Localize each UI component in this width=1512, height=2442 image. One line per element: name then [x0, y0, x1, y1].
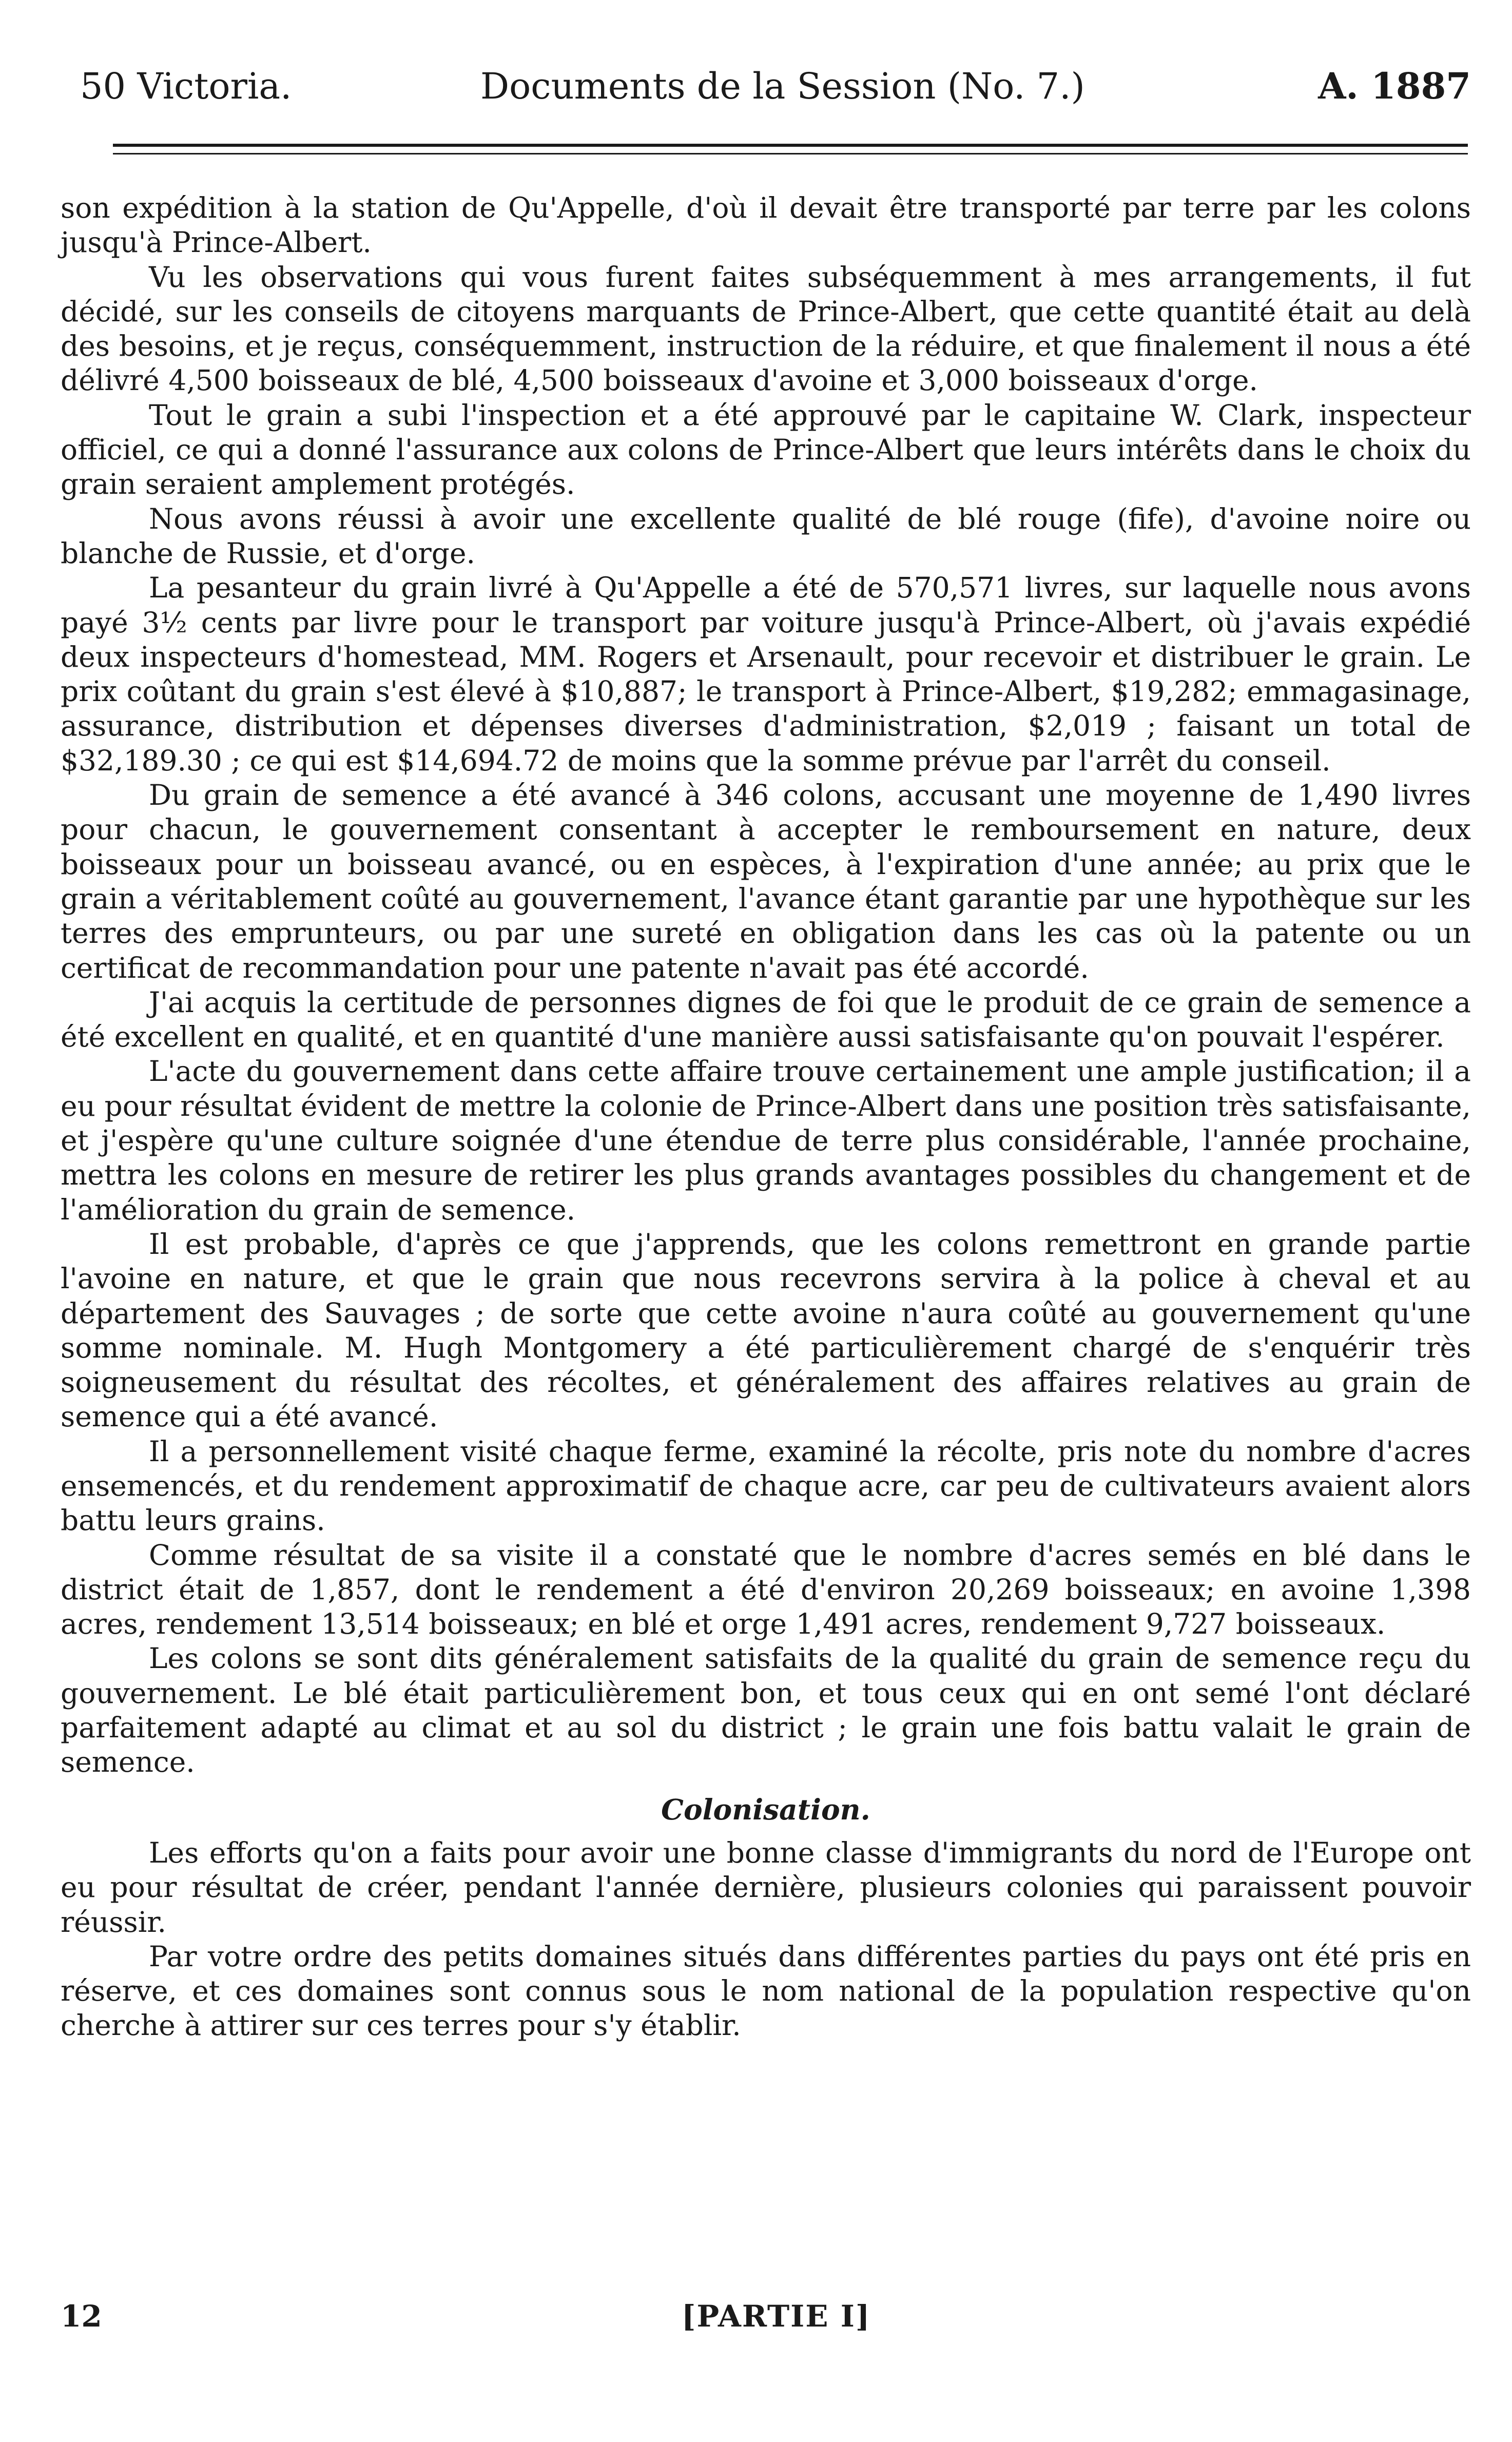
part-label: [PARTIE I] [682, 2299, 871, 2334]
paragraph: Vu les observations qui vous furent faites subséquemment à mes arrangements, il fut décidé, sur les conseils de citoyens marquants de Prince-Albert, que cette quantité était au delà des besoins, et je reçus, conséquemment, instruction de la réduire, et que finalement il nous a été délivré 4,500 boisseaux de blé, 4,500 boisseaux d'avoine et 3,000 boisseaux d'orge. [61, 260, 1471, 397]
paragraph: Du grain de semence a été avancé à 346 colons, accusant une moyenne de 1,490 livres pour chacun, le gouvernement consentant à accepter le remboursement en nature, deux boisseaux pour un boisseau avancé, ou en espèces, à l'expiration d'une année; au prix que le grain a véritablement coûté au gouvernement, l'avance étant garantie par une hypothèque sur les terres des emprunteurs, ou par une sureté en obligation dans les cas où la patente ou un certificat de recommandation pour une patente n'avait pas été accordé. [61, 779, 1471, 984]
paragraph: son expédition à la station de Qu'Appelle, d'où il devait être transporté par terre par les colons jusqu'à Prince-Albert. [61, 191, 1471, 259]
paragraph: Il a personnellement visité chaque ferme, examiné la récolte, pris note du nombre d'acres ensemencés, et du rendement approximatif de chaque acre, car peu de cultivateurs avaient alors battu leurs grains. [61, 1435, 1471, 1537]
paragraph: Tout le grain a subi l'inspection et a été approuvé par le capitaine W. Clark, inspecteur officiel, ce qui a donné l'assurance aux colons de Prince-Albert que leurs intérêts dans le choix du grain seraient amplement protégés. [61, 398, 1471, 501]
header-year: A. 1887 [1318, 65, 1471, 107]
page-number: 12 [61, 2299, 102, 2334]
paragraph: Comme résultat de sa visite il a constaté que le nombre d'acres semés en blé dans le district était de 1,857, dont le rendement a été d'environ 20,269 boisseaux; en avoine 1,398 acres, rendement 13,514 boisseaux; en blé et orge 1,491 acres, rendement 9,727 boisseaux. [61, 1538, 1471, 1641]
paragraph: Par votre ordre des petits domaines situés dans différentes parties du pays ont été pris en réserve, et ces domaines sont connus sous le nom national de la population respective qu'on cherche à attirer sur ces terres pour s'y établir. [61, 1940, 1471, 2042]
header-rule-thick [113, 144, 1468, 147]
paragraph: L'acte du gouvernement dans cette affaire trouve certainement une ample justification; il a eu pour résultat évident de mettre la colonie de Prince-Albert dans une position très satisfaisante, et j'espère qu'une culture soignée d'une étendue de terre plus considérable, l'année prochaine, mettra les colons en mesure de retirer les plus grands avantages possibles du changement et de l'amélioration du grain de semence. [61, 1055, 1471, 1226]
header-title: Documents de la Session (No. 7.) [480, 65, 1085, 107]
section-heading: Colonisation. [661, 1792, 870, 1826]
paragraph: Nous avons réussi à avoir une excellente qualité de blé rouge (fife), d'avoine noire ou blanche de Russie, et d'orge. [61, 502, 1471, 570]
page-footer [61, 2293, 1471, 2339]
header-volume: 50 Victoria. [80, 65, 292, 107]
page-body [61, 191, 1471, 2043]
paragraph: Les colons se sont dits généralement satisfaits de la qualité du grain de semence reçu du gouvernement. Le blé était particulièrement bon, et tous ceux qui en ont semé l'ont déclaré parfaitement adapté au climat et au sol du district ; le grain une fois battu valait le grain de semence. [61, 1642, 1471, 1779]
header-rule-thin [113, 153, 1468, 154]
paragraph: Les efforts qu'on a faits pour avoir une bonne classe d'immigrants du nord de l'Europe ont eu pour résultat de créer, pendant l'année dernière, plusieurs colonies qui paraissent pouvoir réussir. [61, 1836, 1471, 1939]
paragraph: J'ai acquis la certitude de personnes dignes de foi que le produit de ce grain de semence a été excellent en qualité, et en quantité d'une manière aussi satisfaisante qu'on pouvait l'espérer. [61, 985, 1471, 1054]
paragraph: Il est probable, d'après ce que j'apprends, que les colons remettront en grande partie l'avoine en nature, et que le grain que nous recevrons servira à la police à cheval et au département des Sauvages ; de sorte que cette avoine n'aura coûté au gouvernement qu'une somme nominale. M. Hugh Montgomery a été particulièrement chargé de s'enquérir très soigneusement du résultat des récoltes, et généralement des affaires relatives au grain de semence qui a été avancé. [61, 1227, 1471, 1433]
paragraph: La pesanteur du grain livré à Qu'Appelle a été de 570,571 livres, sur laquelle nous avons payé 3½ cents par livre pour le transport par voiture jusqu'à Prince-Albert, où j'avais expédié deux inspecteurs d'homestead, MM. Rogers et Arsenault, pour recevoir et distribuer le grain. Le prix coûtant du grain s'est élevé à $10,887; le transport à Prince-Albert, $19,282; emmagasinage, assurance, distribution et dépenses diverses d'administration, $2,019 ; faisant un total de $32,189.30 ; ce qui est $14,694.72 de moins que la somme prévue par l'arrêt du conseil. [61, 571, 1471, 777]
running-header [80, 61, 1471, 112]
